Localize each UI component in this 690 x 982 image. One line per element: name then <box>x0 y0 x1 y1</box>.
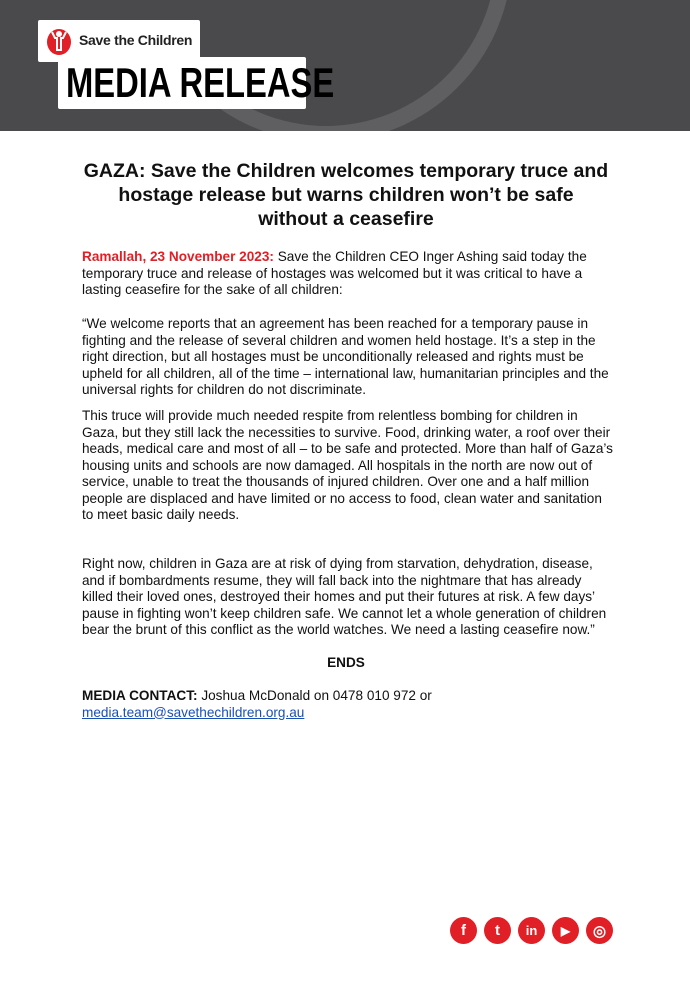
quote-paragraph-3: Right now, children in Gaza are at risk of dying from starvation, dehydration, disease, and if bombardments resume, they will fall back into the nightmare that has already killed their loved ones, destroyed their homes and put their futures at risk. A few days’ pause in fighting won’t keep children safe. We cannot let a whole generation of children bear the brunt of this conflict as the world watches. We need a lasting ceasefire now.” <box>82 556 607 637</box>
facebook-icon[interactable]: f <box>450 917 477 944</box>
header-banner <box>0 0 690 131</box>
logo <box>38 20 200 62</box>
quote-paragraph-2: This truce will provide much needed respite from relentless bombing for children in Gaza, but they still lack the necessities to survive. Food, drinking water, a roof over their heads, medical care and most of all – to be safe and protected. More than half of Gaza’s housing units and schools are now damaged. All hospitals in the north are now out of service, unable to treat the thousands of injured children. Over one and a half million people are displaced and have limited or no access to food, clean water and sanitation to meet basic daily needs. <box>82 408 613 522</box>
quote-paragraph-1: “We welcome reports that an agreement has been reached for a temporary pause in fighting and the release of several children and women held hostage. It’s a step in the right direction, but all hostages must be unconditionally released and rights must be upheld for all children, all of the time – international law, humanitarian principles and the universal rights for children do not discriminate. <box>82 316 609 397</box>
media-contact-email-link[interactable]: media.team@savethechildren.org.au <box>82 704 305 720</box>
twitter-icon[interactable]: t <box>484 917 511 944</box>
save-the-children-logo-icon <box>46 26 72 56</box>
linkedin-icon[interactable]: in <box>518 917 545 944</box>
dateline: Ramallah, 23 November 2023: <box>82 249 274 264</box>
media-contact <box>82 688 614 721</box>
intro-paragraph <box>82 249 614 299</box>
logo-text: Save the Children <box>79 32 193 48</box>
media-release-banner <box>58 57 335 109</box>
media-release-label: MEDIA RELEASE <box>66 59 335 106</box>
media-contact-label: MEDIA CONTACT: <box>82 688 198 703</box>
intro-text: Save the Children CEO Inger Ashing said today the temporary truce and release of hostages was welcomed but it was critical to have a lasting ceasefire for the sake of all children: <box>82 249 587 297</box>
ends-marker: ENDS <box>327 655 365 670</box>
page-title: GAZA: Save the Children welcomes temporary truce and hostage release but warns children won’t be safe without a ceasefire <box>83 160 609 230</box>
youtube-icon[interactable]: ▶ <box>552 917 579 944</box>
media-contact-text: Joshua McDonald on 0478 010 972 or <box>197 688 432 703</box>
social-links <box>450 917 613 944</box>
instagram-icon[interactable]: ◎ <box>586 917 613 944</box>
